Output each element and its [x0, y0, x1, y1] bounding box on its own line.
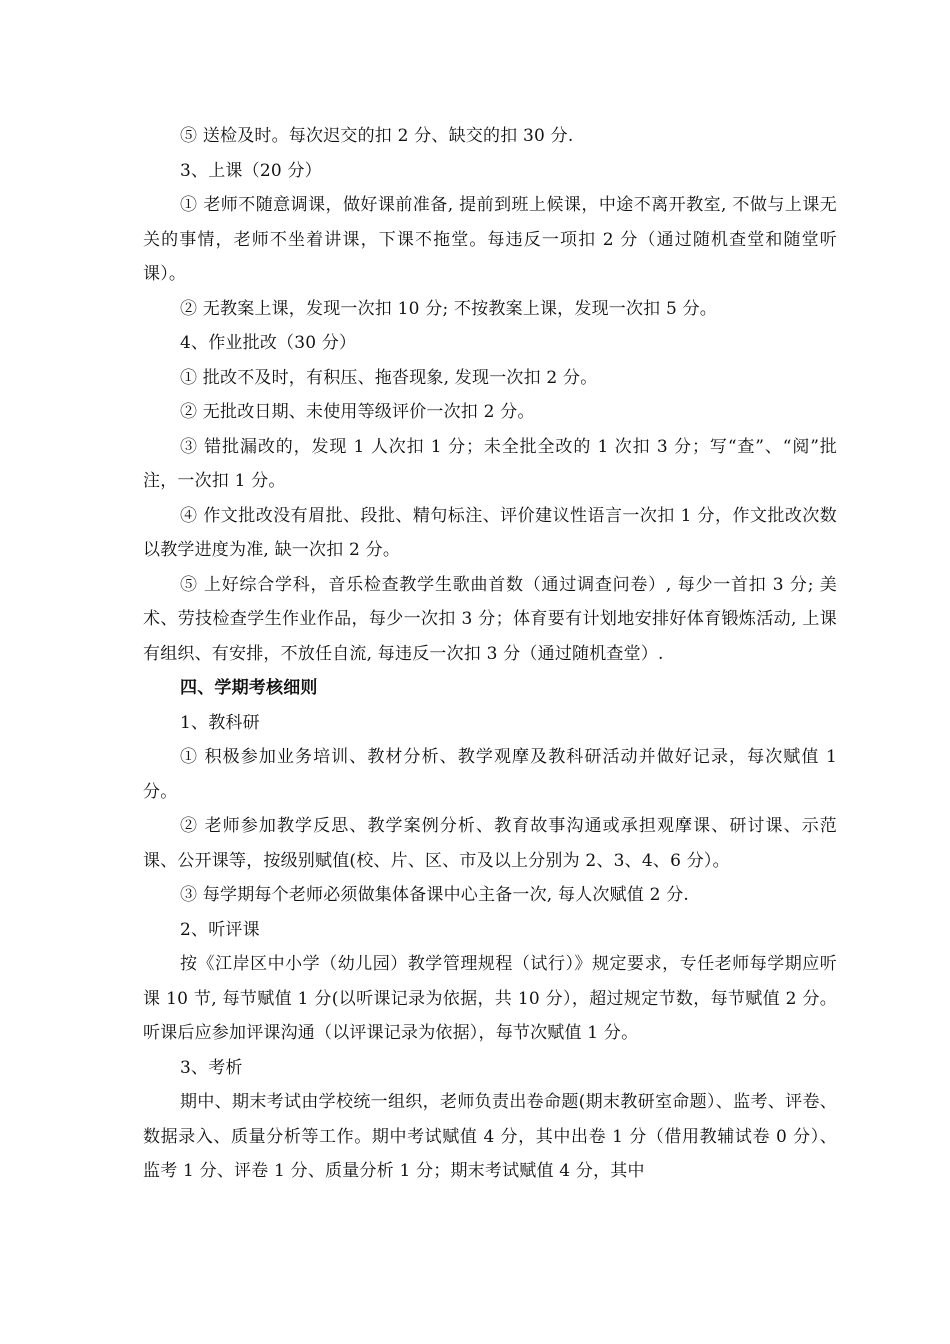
- paragraph-2: 3、上课（20 分）: [180, 160, 322, 181]
- paragraph-3: ① 老师不随意调课，做好课前准备, 提前到班上候课，中途不离开教室, 不做与上课无关的事情，老师不坐着讲课，下课不拖堂。每违反一项扣 2 分（通过随机查堂和随堂听课）。: [143, 195, 837, 284]
- document-body: [143, 119, 837, 1189]
- paragraph-8: ③ 错批漏改的，发现 1 人次扣 1 分；未全批全改的 1 次扣 3 分；写“查”、“阅”批注，一次扣 1 分。: [143, 436, 837, 491]
- paragraph-16: 2、听评课: [180, 919, 260, 940]
- paragraph-14: ② 老师参加教学反思、教学案例分析、教育故事沟通或承担观摩课、研讨课、示范课、公开课等，按级别赋值(校、片、区、市及以上分别为 2、3、4、6 分）。: [143, 816, 837, 871]
- paragraph-19: 期中、期末考试由学校统一组织，老师负责出卷命题(期末教研室命题）、监考、评卷、数据录入、质量分析等工作。期中考试赋值 4 分，其中出卷 1 分（借用教辅试卷 0 分）、监考 1 分、评卷 1 分、质量分析 1 分；期末考试赋值 4 分，其中: [143, 1092, 837, 1181]
- paragraph-17: 按《江岸区中小学（幼儿园）教学管理规程（试行）》规定要求，专任老师每学期应听课 10 节, 每节赋值 1 分(以听课记录为依据，共 10 分），超过规定节数，每节赋值 2 分。听课后应参加评课沟通（以评课记录为依据），每节次赋值 1 分。: [143, 954, 837, 1043]
- paragraph-4: ② 无教案上课，发现一次扣 10 分; 不按教案上课，发现一次扣 5 分。: [180, 298, 717, 319]
- paragraph-10: ⑤ 上好综合学科，音乐检查教学生歌曲首数（通过调查问卷）, 每少一首扣 3 分; 美术、劳技检查学生作业作品，每少一次扣 3 分；体育要有计划地安排好体育锻炼活动, 上课有组织、有安排，不放任自流, 每违反一次扣 3 分（通过随机查堂）.: [143, 574, 837, 664]
- paragraph-15: ③ 每学期每个老师必须做集体备课中心主备一次, 每人次赋值 2 分.: [180, 885, 690, 905]
- paragraph-13: ① 积极参加业务培训、教材分析、教学观摩及教科研活动并做好记录，每次赋值 1 分。: [143, 747, 837, 802]
- paragraph-6: ① 批改不及时，有积压、拖沓现象, 发现一次扣 2 分。: [180, 367, 598, 388]
- paragraph-12: 1、教科研: [180, 712, 260, 733]
- paragraph-1: ⑤ 送检及时。每次迟交的扣 2 分、缺交的扣 30 分.: [180, 126, 574, 146]
- section-heading: 四、学期考核细则: [180, 678, 318, 698]
- paragraph-5: 4、作业批改（30 分）: [180, 333, 357, 353]
- paragraph-7: ② 无批改日期、未使用等级评价一次扣 2 分。: [180, 402, 535, 422]
- paragraph-18: 3、考析: [180, 1057, 243, 1078]
- paragraph-9: ④ 作文批改没有眉批、段批、精句标注、评价建议性语言一次扣 1 分，作文批改次数以教学进度为准, 缺一次扣 2 分。: [143, 505, 837, 560]
